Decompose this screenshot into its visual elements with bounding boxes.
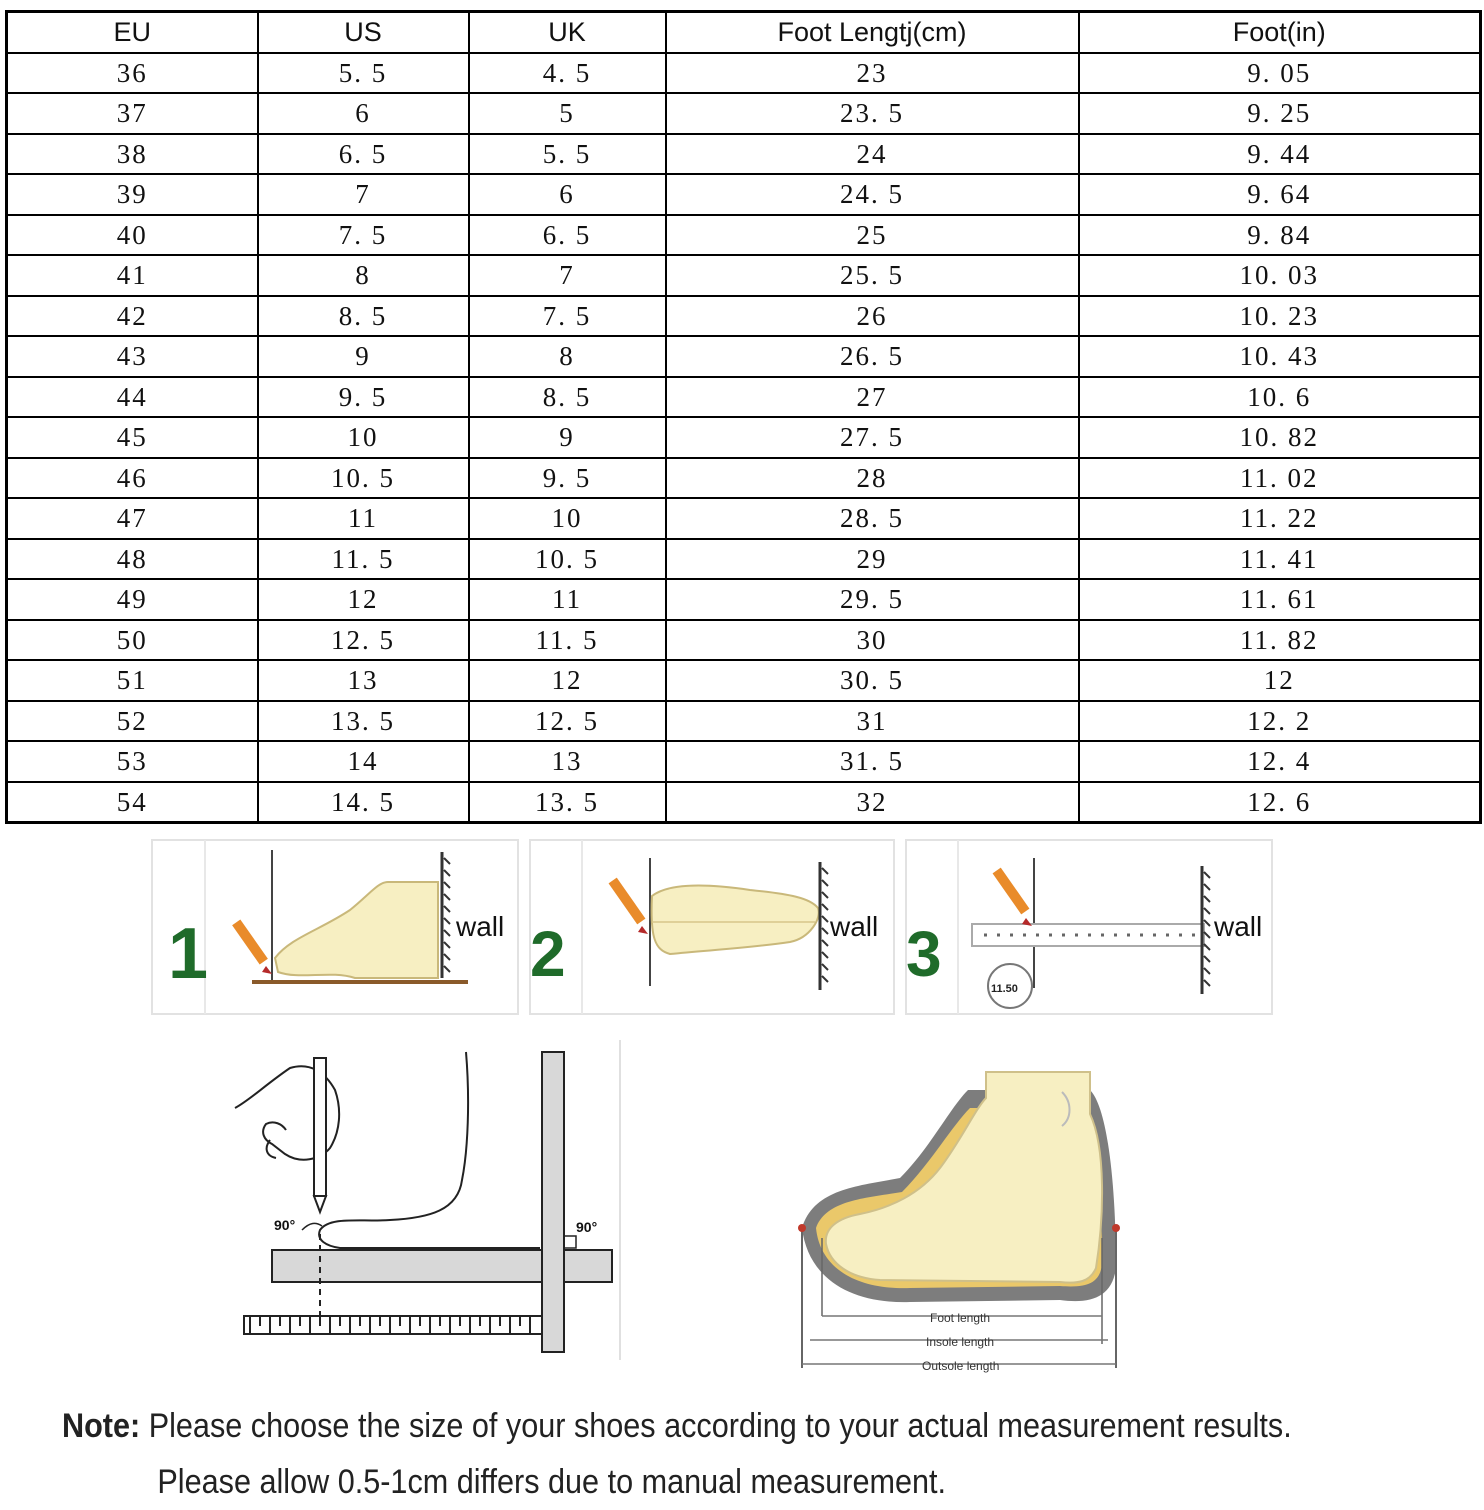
table-cell: 12. 2 — [1079, 701, 1481, 742]
outsole-length-label: Outsole length — [922, 1359, 1000, 1373]
table-row — [7, 498, 1481, 539]
table-cell: 12. 6 — [1079, 782, 1481, 823]
table-cell: 11. 82 — [1079, 620, 1481, 661]
table-cell: 27. 5 — [666, 417, 1079, 458]
foot-top-icon — [652, 885, 819, 954]
table-cell: 11 — [258, 498, 469, 539]
foot-outline — [319, 1052, 540, 1248]
table-cell: 28 — [666, 458, 1079, 499]
table-row — [7, 701, 1481, 742]
table-body — [7, 53, 1481, 823]
table-cell: 4. 5 — [469, 53, 666, 94]
table-cell: 37 — [7, 93, 258, 134]
table-cell: 7 — [258, 174, 469, 215]
table-cell: 42 — [7, 296, 258, 337]
table-cell: 12. 5 — [469, 701, 666, 742]
pencil-icon — [993, 868, 1032, 926]
column-header: Foot Lengtj(cm) — [666, 12, 1079, 53]
table-cell: 46 — [7, 458, 258, 499]
table-cell: 5. 5 — [258, 53, 469, 94]
table-cell: 50 — [7, 620, 258, 661]
table-cell: 8 — [469, 336, 666, 377]
table-row — [7, 620, 1481, 661]
foot-side-icon — [275, 882, 438, 978]
table-cell: 9. 25 — [1079, 93, 1481, 134]
table-cell: 36 — [7, 53, 258, 94]
table-cell: 9. 5 — [469, 458, 666, 499]
table-cell: 10. 5 — [258, 458, 469, 499]
table-cell: 38 — [7, 134, 258, 175]
table-cell: 48 — [7, 539, 258, 580]
table-cell: 32 — [666, 782, 1079, 823]
pencil-icon — [314, 1058, 326, 1196]
table-cell: 14 — [258, 741, 469, 782]
table-row — [7, 215, 1481, 256]
table-cell: 10. 03 — [1079, 255, 1481, 296]
table-cell: 52 — [7, 701, 258, 742]
table-row — [7, 458, 1481, 499]
table-cell: 6 — [258, 93, 469, 134]
table-cell: 10 — [469, 498, 666, 539]
pencil-icon — [609, 878, 648, 934]
table-cell: 13 — [469, 741, 666, 782]
table-cell: 13. 5 — [258, 701, 469, 742]
wall-label: wall — [456, 911, 505, 942]
table-cell: 6. 5 — [258, 134, 469, 175]
table-cell: 40 — [7, 215, 258, 256]
column-header: EU — [7, 12, 258, 53]
table-cell: 10. 82 — [1079, 417, 1481, 458]
table-cell: 5. 5 — [469, 134, 666, 175]
foot-length-label: Foot length — [930, 1311, 991, 1325]
table-cell: 11. 5 — [258, 539, 469, 580]
ruler — [244, 1316, 542, 1334]
table-cell: 12 — [258, 579, 469, 620]
table-cell: 11. 02 — [1079, 458, 1481, 499]
table-row — [7, 539, 1481, 580]
table-cell: 11. 5 — [469, 620, 666, 661]
note-label: Note: — [62, 1407, 141, 1445]
step-number: 2 — [530, 918, 566, 990]
table-cell: 14. 5 — [258, 782, 469, 823]
table-cell: 7. 5 — [469, 296, 666, 337]
size-chart-table — [5, 10, 1482, 824]
table-cell: 51 — [7, 660, 258, 701]
table-cell: 31 — [666, 701, 1079, 742]
wall-label: wall — [830, 911, 879, 942]
wall — [542, 1052, 564, 1352]
table-cell: 8. 5 — [469, 377, 666, 418]
table-cell: 12 — [469, 660, 666, 701]
table-cell: 9 — [469, 417, 666, 458]
table-cell: 10. 5 — [469, 539, 666, 580]
angle-label-right: 90° — [576, 1219, 598, 1235]
table-cell: 12 — [1079, 660, 1481, 701]
table-cell: 12. 4 — [1079, 741, 1481, 782]
measure-readout: 11.50 — [991, 983, 1018, 995]
table-cell: 11. 41 — [1079, 539, 1481, 580]
table-cell: 10. 23 — [1079, 296, 1481, 337]
table-row — [7, 134, 1481, 175]
table-cell: 31. 5 — [666, 741, 1079, 782]
step-number: 3 — [906, 918, 942, 990]
note-line-1: Please choose the size of your shoes according to your actual measurement results. — [148, 1407, 1292, 1445]
note-text — [62, 1398, 1292, 1510]
table-cell: 54 — [7, 782, 258, 823]
table-cell: 8 — [258, 255, 469, 296]
table-cell: 23 — [666, 53, 1079, 94]
table-cell: 41 — [7, 255, 258, 296]
table-cell: 27 — [666, 377, 1079, 418]
table-row — [7, 296, 1481, 337]
note-line-2: Please allow 0.5-1cm differs due to manual measurement. — [157, 1463, 947, 1501]
table-cell: 9. 84 — [1079, 215, 1481, 256]
table-cell: 24 — [666, 134, 1079, 175]
step-number: 1 — [168, 914, 209, 994]
table-cell: 45 — [7, 417, 258, 458]
table-cell: 10. 43 — [1079, 336, 1481, 377]
wall-label: wall — [1214, 911, 1263, 942]
table-cell: 9. 5 — [258, 377, 469, 418]
measuring-diagram — [230, 1040, 630, 1370]
table-cell: 12. 5 — [258, 620, 469, 661]
table-cell: 53 — [7, 741, 258, 782]
table-row — [7, 336, 1481, 377]
table-row — [7, 417, 1481, 458]
table-cell: 10 — [258, 417, 469, 458]
table-row — [7, 93, 1481, 134]
table-cell: 7 — [469, 255, 666, 296]
table-cell: 30. 5 — [666, 660, 1079, 701]
measure-steps-panel — [150, 838, 1310, 1023]
table-row — [7, 741, 1481, 782]
table-cell: 39 — [7, 174, 258, 215]
table-row — [7, 660, 1481, 701]
insole-length-label: Insole length — [926, 1335, 995, 1349]
table-row — [7, 53, 1481, 94]
step-3 — [906, 858, 1262, 1008]
table-cell: 11. 61 — [1079, 579, 1481, 620]
table-cell: 25. 5 — [666, 255, 1079, 296]
table-cell: 9 — [258, 336, 469, 377]
table-cell: 29. 5 — [666, 579, 1079, 620]
table-cell: 6 — [469, 174, 666, 215]
table-cell: 24. 5 — [666, 174, 1079, 215]
table-row — [7, 782, 1481, 823]
table-cell: 11. 22 — [1079, 498, 1481, 539]
pencil-icon — [232, 919, 272, 974]
table-cell: 25 — [666, 215, 1079, 256]
table-cell: 26 — [666, 296, 1079, 337]
table-cell: 44 — [7, 377, 258, 418]
table-cell: 9. 05 — [1079, 53, 1481, 94]
table-row — [7, 377, 1481, 418]
table-cell: 5 — [469, 93, 666, 134]
shoe-length-diagram — [790, 1068, 1130, 1374]
column-header: US — [258, 12, 469, 53]
table-cell: 29 — [666, 539, 1079, 580]
table-cell: 23. 5 — [666, 93, 1079, 134]
table-cell: 13 — [258, 660, 469, 701]
table-cell: 10. 6 — [1079, 377, 1481, 418]
table-cell: 7. 5 — [258, 215, 469, 256]
table-cell: 6. 5 — [469, 215, 666, 256]
table-cell: 49 — [7, 579, 258, 620]
table-cell: 26. 5 — [666, 336, 1079, 377]
table-cell: 11 — [469, 579, 666, 620]
table-cell: 47 — [7, 498, 258, 539]
table-cell: 28. 5 — [666, 498, 1079, 539]
column-header: Foot(in) — [1079, 12, 1481, 53]
table-header-row — [7, 12, 1481, 53]
column-header: UK — [469, 12, 666, 53]
table-row — [7, 579, 1481, 620]
table-cell: 30 — [666, 620, 1079, 661]
table-row — [7, 255, 1481, 296]
step-1 — [168, 850, 504, 994]
table-cell: 9. 44 — [1079, 134, 1481, 175]
table-cell: 43 — [7, 336, 258, 377]
table-cell: 8. 5 — [258, 296, 469, 337]
table-cell: 13. 5 — [469, 782, 666, 823]
table-cell: 9. 64 — [1079, 174, 1481, 215]
angle-label-left: 90° — [274, 1217, 296, 1233]
table-row — [7, 174, 1481, 215]
